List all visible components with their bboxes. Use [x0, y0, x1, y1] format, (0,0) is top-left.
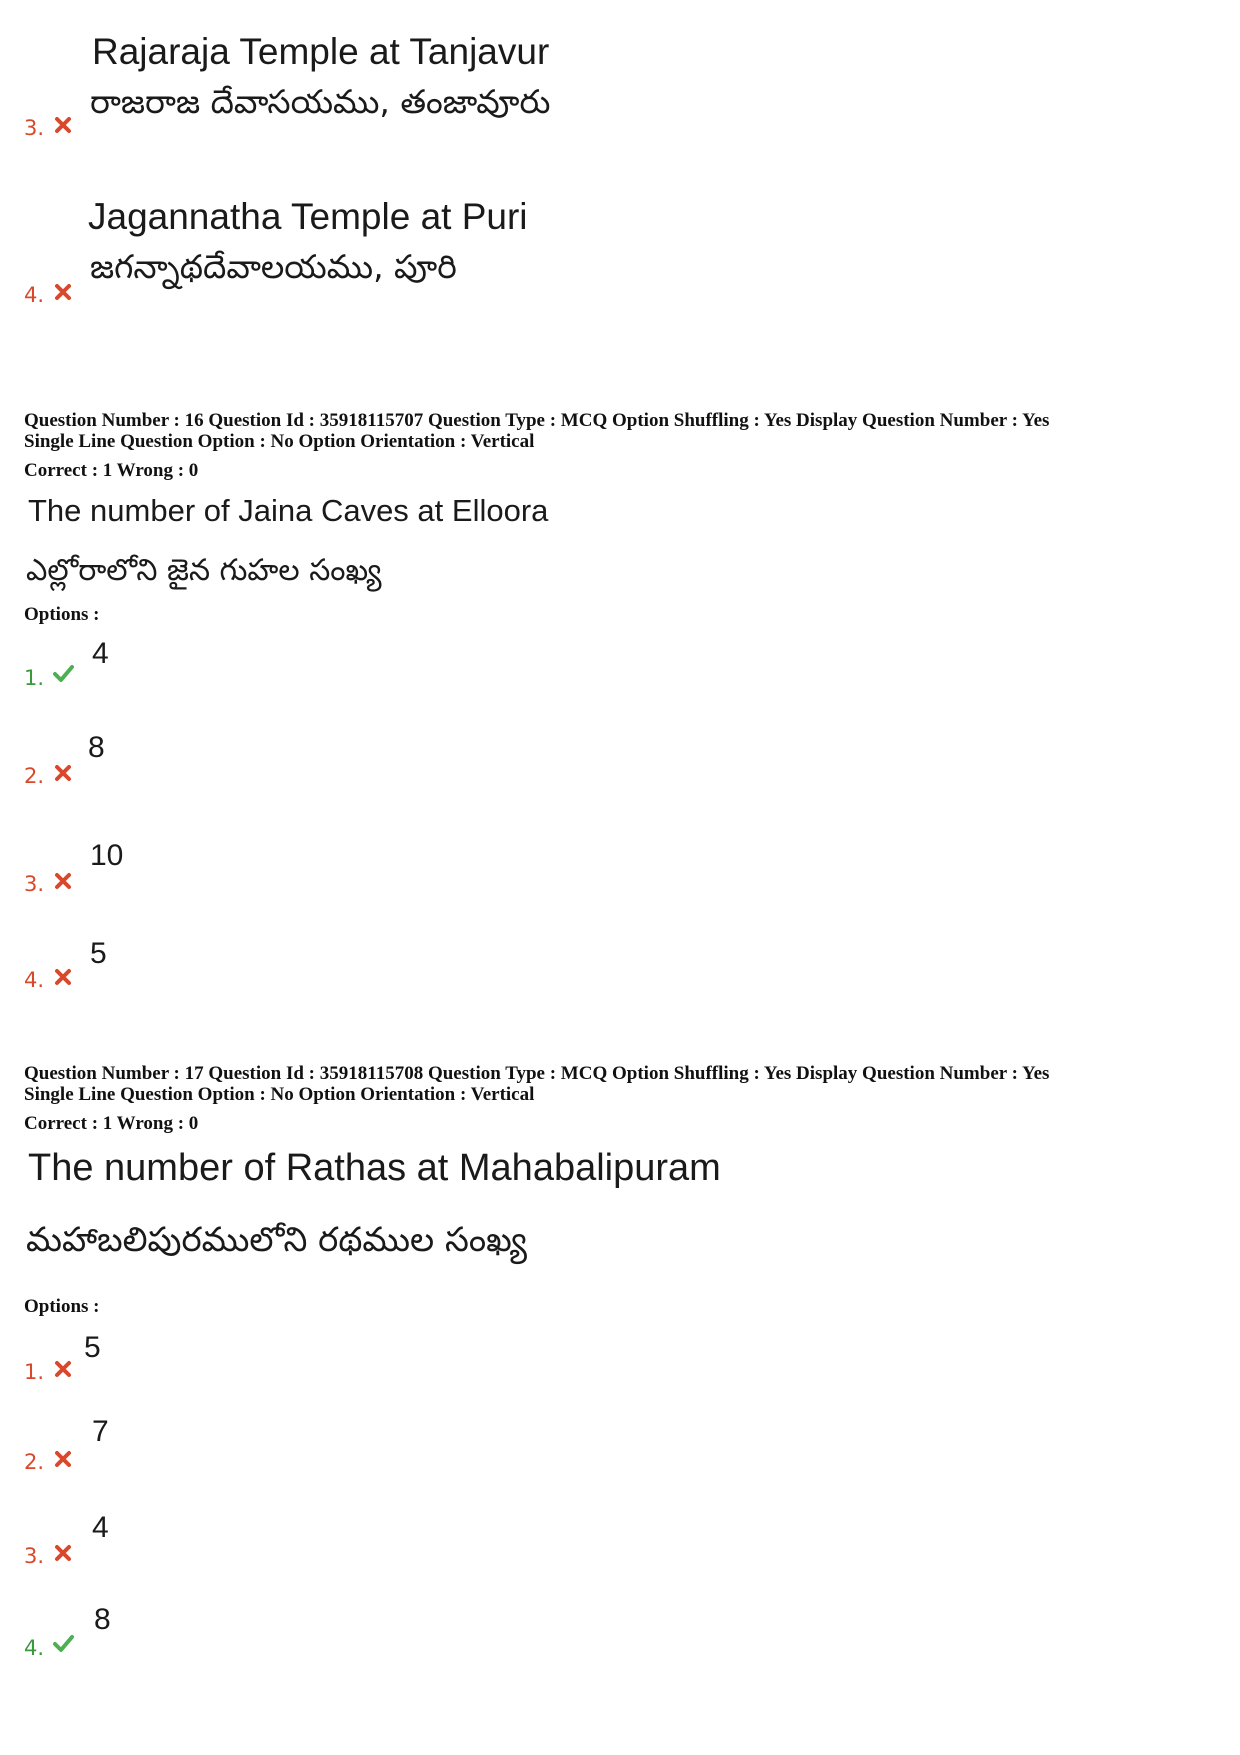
cross-icon [52, 1542, 74, 1564]
option-number: 1. [24, 666, 45, 690]
cross-icon [52, 114, 74, 136]
option-item[interactable] [0, 730, 600, 810]
option-item [0, 195, 600, 307]
option-item[interactable] [0, 1602, 600, 1682]
meta-line-3: Correct : 1 Wrong : 0 [24, 460, 199, 481]
option-item[interactable] [0, 838, 600, 918]
option-text: 10 [90, 839, 124, 872]
option-item [0, 30, 600, 140]
question-text-te: మహాబలిపురములోని రథముల సంఖ్య [26, 1220, 527, 1260]
option-item[interactable] [0, 1330, 600, 1410]
cross-icon [52, 762, 74, 784]
cross-icon [52, 966, 74, 988]
meta-line-3: Correct : 1 Wrong : 0 [24, 1113, 199, 1134]
option-number: 2. [24, 764, 45, 788]
question-meta [24, 1063, 1049, 1134]
option-item[interactable] [0, 1414, 600, 1494]
option-text: 4 [92, 1511, 109, 1544]
check-icon [52, 662, 74, 684]
meta-line-1: Question Number : 17 Question Id : 35918115708 Question Type : MCQ Option Shuffling : Yes Display Question Number : Yes [24, 1063, 1050, 1084]
option-text: 5 [90, 937, 107, 970]
options-label: Options : [24, 1296, 100, 1317]
option-text: 8 [88, 731, 105, 764]
question-text-en: The number of Jaina Caves at Elloora [28, 493, 549, 528]
option-text-en: Jagannatha Temple at Puri [88, 196, 528, 237]
option-number: 3. [24, 116, 45, 140]
cross-icon [52, 281, 74, 303]
cross-icon [52, 870, 74, 892]
option-item[interactable] [0, 936, 600, 1016]
option-number: 4. [24, 968, 45, 992]
option-text: 5 [84, 1331, 101, 1364]
question-meta [24, 410, 1049, 481]
option-number: 3. [24, 872, 45, 896]
option-item[interactable] [0, 636, 600, 716]
option-number: 4. [24, 1636, 45, 1660]
option-text: 7 [92, 1415, 109, 1448]
option-text: 4 [92, 637, 109, 670]
option-number: 1. [24, 1360, 45, 1384]
check-icon [52, 1632, 74, 1654]
option-item[interactable] [0, 1510, 600, 1590]
meta-line-2: Single Line Question Option : No Option Orientation : Vertical [24, 1084, 535, 1105]
question-text-en: The number of Rathas at Mahabalipuram [28, 1147, 721, 1189]
option-number: 2. [24, 1450, 45, 1474]
option-text-te: జగన్నాథదేవాలయము, పూరి [90, 247, 457, 286]
option-text-te: రాజరాజ దేవాసయము, తంజావూరు [90, 82, 551, 121]
cross-icon [52, 1358, 74, 1380]
meta-line-2: Single Line Question Option : No Option Orientation : Vertical [24, 431, 535, 452]
option-number: 3. [24, 1544, 45, 1568]
question-text-te: ఎల్లోరాలోని జైన గుహల సంఖ్య [26, 553, 382, 588]
option-number: 4. [24, 283, 45, 307]
cross-icon [52, 1448, 74, 1470]
option-text-en: Rajaraja Temple at Tanjavur [92, 31, 550, 72]
options-label: Options : [24, 604, 100, 625]
meta-line-1: Question Number : 16 Question Id : 35918115707 Question Type : MCQ Option Shuffling : Yes Display Question Number : Yes [24, 410, 1050, 431]
option-text: 8 [94, 1603, 111, 1636]
